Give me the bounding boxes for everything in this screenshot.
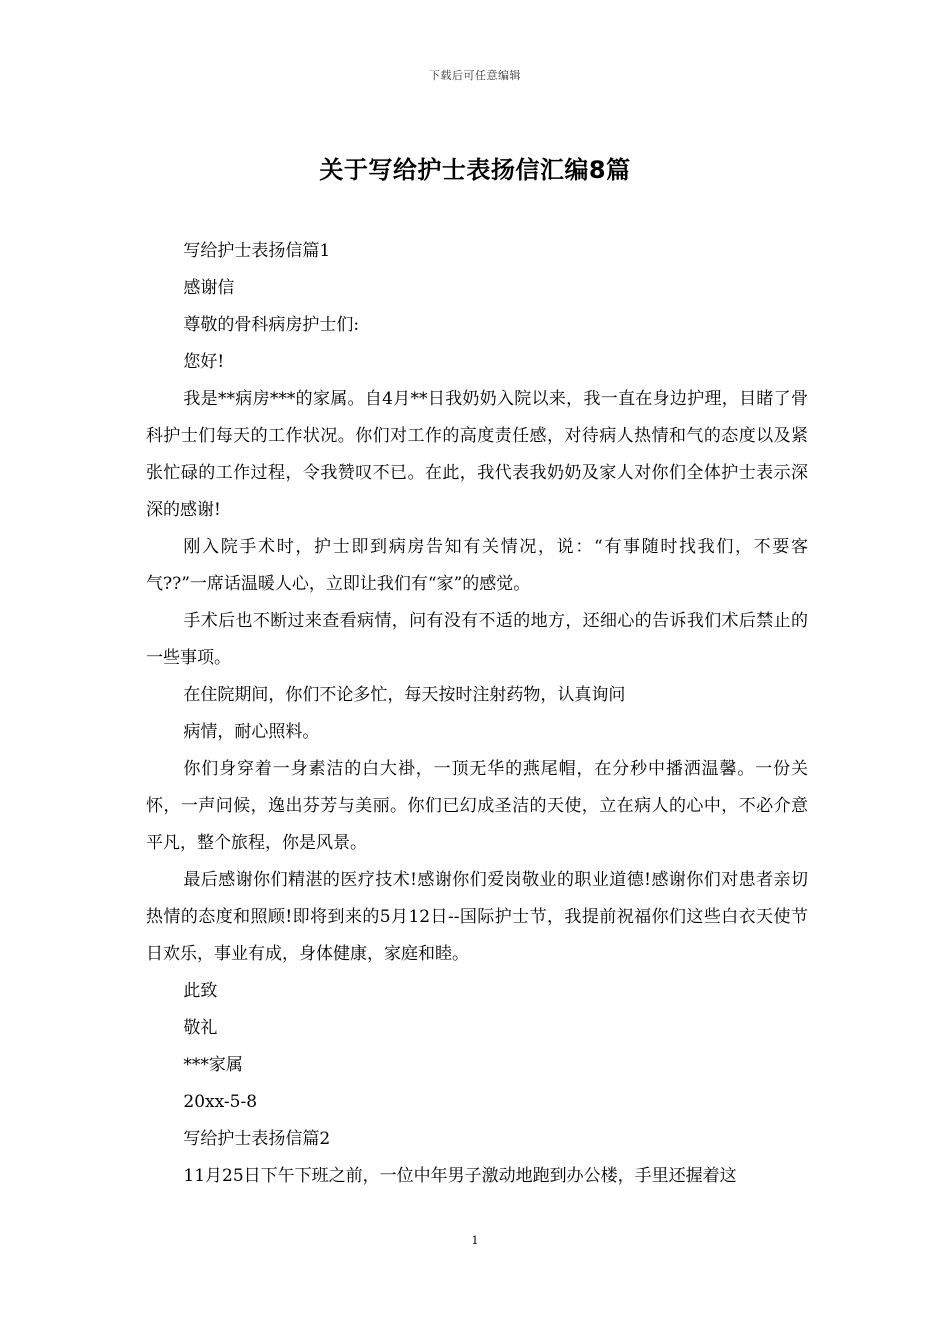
document-title: 关于写给护士表扬信汇编8篇 xyxy=(319,156,631,184)
salutation: 尊敬的骨科病房护士们: xyxy=(183,315,360,335)
paragraph: 最后感谢你们精湛的医疗技术!感谢你们爱岗敬业的职业道德!感谢你们对患者亲切热情的态度和照顾!即将到来的5月12日--国际护士节，我提前祝福你们这些白衣天使节日欢乐，事业有成，身体健康，家庭和睦。 xyxy=(146,870,808,964)
paragraph: 刚入院手术时，护士即到病房告知有关情况，说：“有事随时找我们，不要客气??”一席话温暖人心，立即让我们有“家”的感觉。 xyxy=(146,537,808,594)
paragraph: 11月25日下午下班之前，一位中年男子激动地跑到办公楼，手里还握着这 xyxy=(183,1166,737,1186)
paragraph: 你们身穿着一身素洁的白大褂，一顶无华的燕尾帽，在分秒中播洒温馨。一份关怀，一声问候，逸出芬芳与美丽。你们已幻成圣洁的天使，立在病人的心中，不必介意平凡，整个旅程，你是风景。 xyxy=(146,759,808,853)
section-heading-2: 写给护士表扬信篇2 xyxy=(183,1129,331,1149)
signature: ***家属 xyxy=(183,1055,243,1075)
letter-date: 20xx-5-8 xyxy=(183,1092,258,1112)
section-heading-1: 写给护士表扬信篇1 xyxy=(183,241,331,261)
paragraph: 我是**病房***的家属。自4月**日我奶奶入院以来，我一直在身边护理，目睹了骨科护士们每天的工作状况。你们对工作的高度责任感，对待病人热情和气的态度以及紧张忙碌的工作过程，令我赞叹不已。在此，我代表我奶奶及家人对你们全体护士表示深深的感谢! xyxy=(146,389,808,520)
page-header-note: 下载后可任意编辑 xyxy=(429,69,521,82)
paragraph: 手术后也不断过来查看病情，问有没有不适的地方，还细心的告诉我们术后禁止的一些事项。 xyxy=(146,611,808,668)
greeting: 您好! xyxy=(183,352,225,372)
page-number: 1 xyxy=(471,1234,479,1247)
closing-line: 此致 xyxy=(183,981,218,1001)
document-body xyxy=(146,233,808,1195)
closing-regards: 敬礼 xyxy=(183,1018,218,1038)
letter-title: 感谢信 xyxy=(183,278,235,298)
paragraph: 病情，耐心照料。 xyxy=(183,722,320,742)
paragraph: 在住院期间，你们不论多忙，每天按时注射药物，认真询问 xyxy=(183,685,626,705)
